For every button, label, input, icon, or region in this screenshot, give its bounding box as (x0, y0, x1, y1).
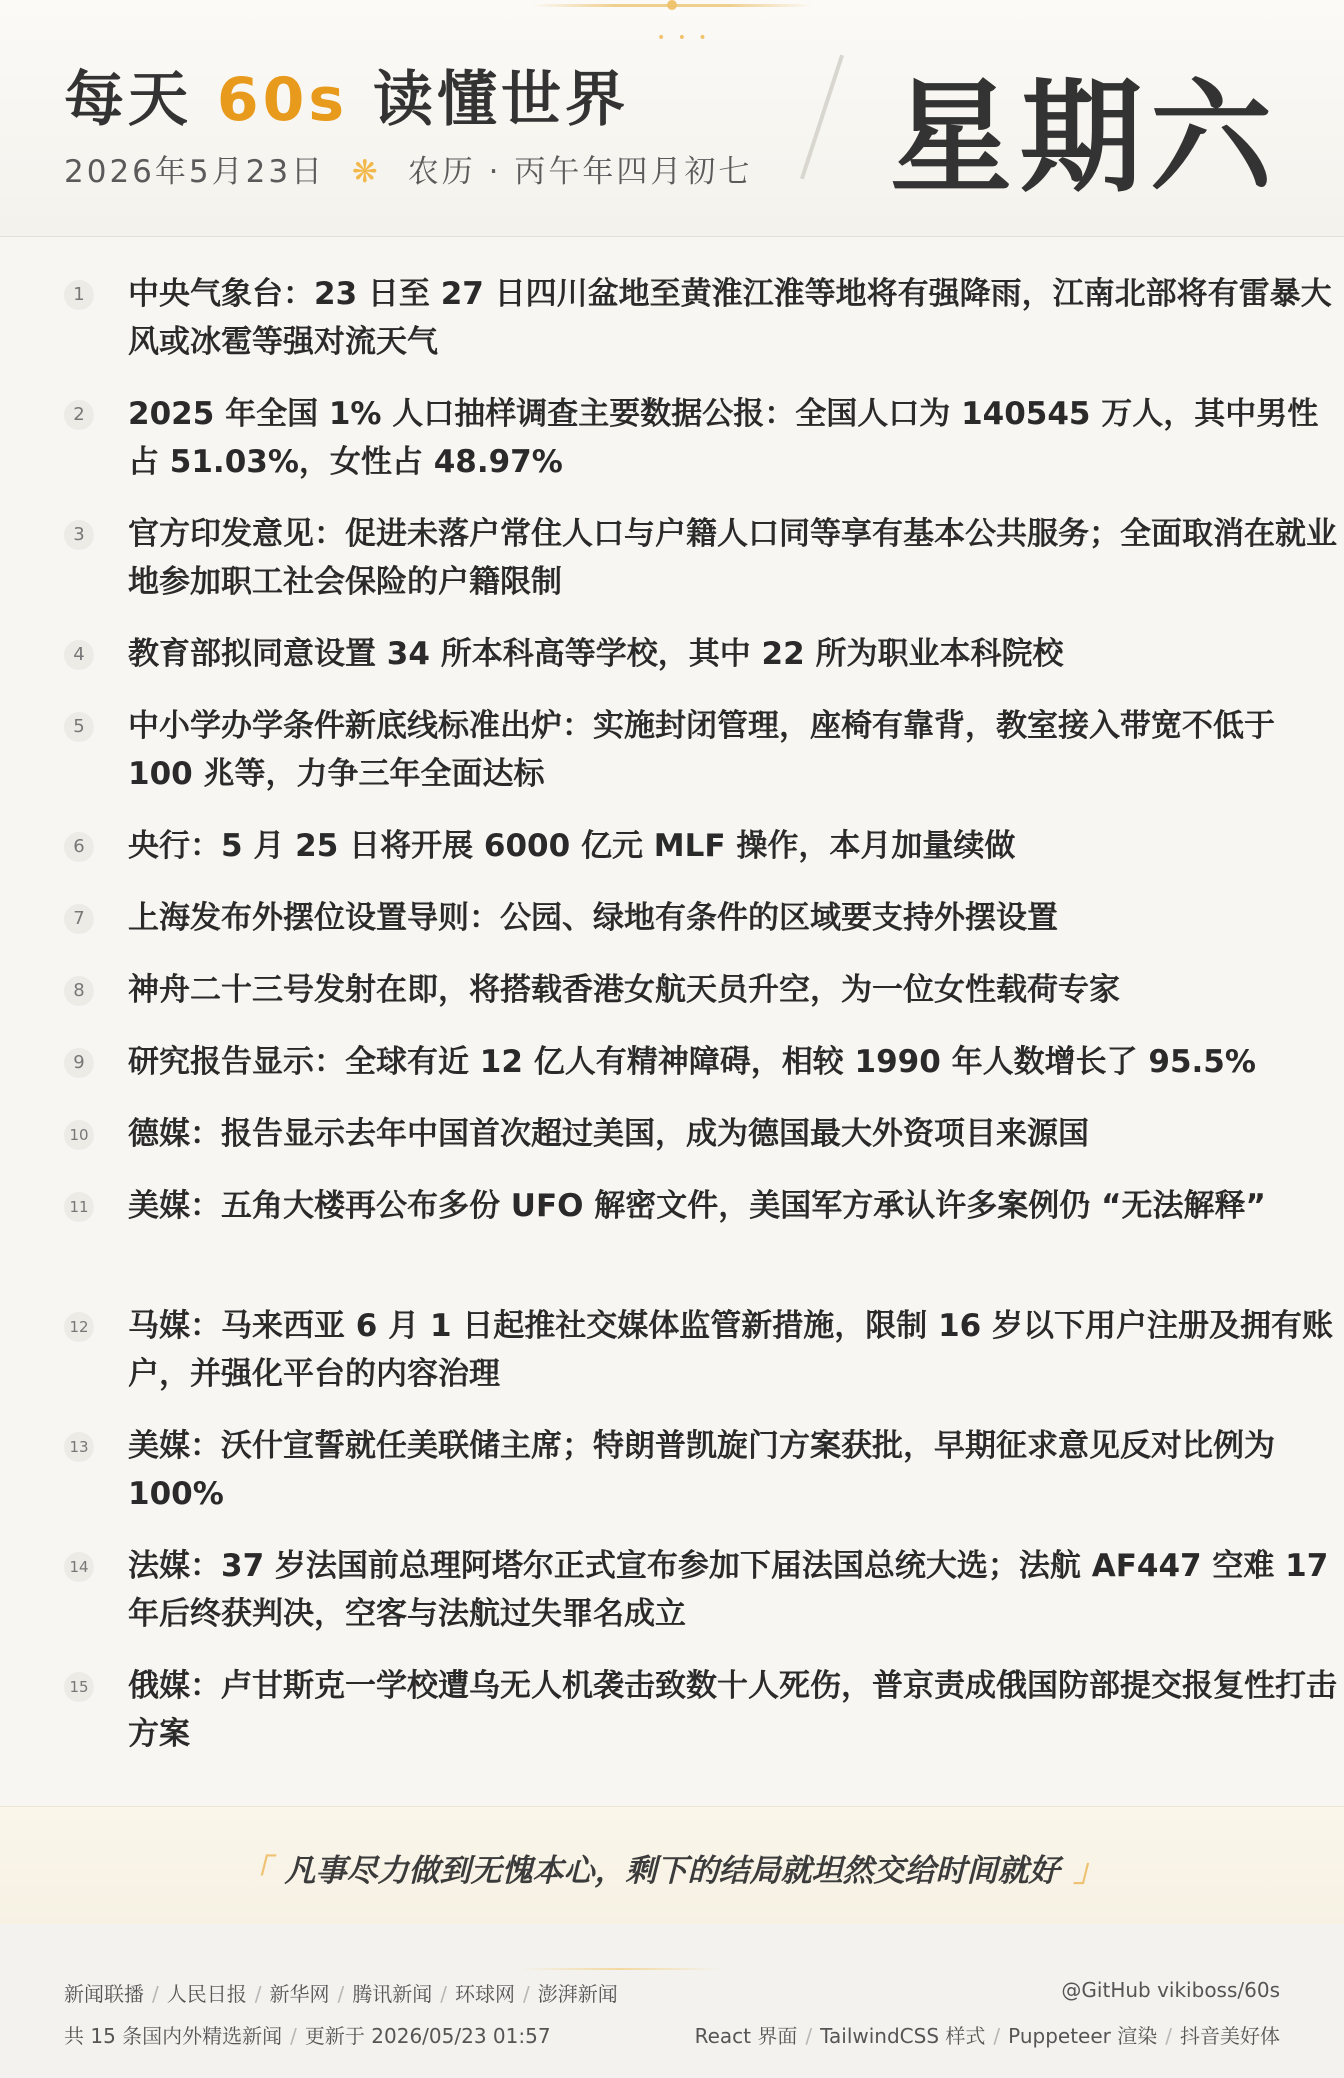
news-text: 马媒：马来西亚 6 月 1 日起推社交媒体监管新措施，限制 16 岁以下用户注册及拥有账户，并强化平台的内容治理 (128, 1308, 1334, 1392)
source-link[interactable]: 新华网 (269, 1982, 330, 2006)
source-link[interactable]: 环球网 (455, 1982, 515, 2006)
news-sources: 新闻联播 / 人民日报 / 新华网 / 腾讯新闻 / 环球网 / 澎湃新闻 (64, 1982, 618, 2006)
news-number-badge: 8 (64, 976, 94, 1006)
github-link[interactable]: @GitHub vikiboss/60s (1061, 1978, 1280, 2002)
quote-text: 凡事尽力做到无愧本心，剩下的结局就坦然交给时间就好 (284, 1853, 1060, 1889)
news-text: 中央气象台：23 日至 27 日四川盆地至黄淮江淮等地将有强降雨，江南北部将有雷暴大风或冰雹等强对流天气 (128, 276, 1332, 360)
news-number-badge: 3 (64, 520, 94, 550)
news-number-badge: 12 (64, 1312, 94, 1342)
news-number-badge: 10 (64, 1120, 94, 1150)
divider-slash (800, 55, 844, 180)
date-text: 2026年5月23日 (64, 154, 326, 190)
weekday: 星期六 (890, 67, 1280, 209)
source-link[interactable]: 澎湃新闻 (537, 1982, 618, 2006)
news-text: 2025 年全国 1% 人口抽样调查主要数据公报：全国人口为 140545 万人，其中男性占 51.03%，女性占 48.97% (128, 396, 1319, 480)
news-number-badge: 9 (64, 1048, 94, 1078)
news-number-badge: 15 (64, 1672, 94, 1702)
quote-band (0, 1806, 1344, 1926)
title-suffix: 读懂世界 (373, 65, 629, 135)
news-number-badge: 4 (64, 640, 94, 670)
tech-item: TailwindCSS 样式 (820, 2024, 986, 2048)
source-link[interactable]: 人民日报 (166, 1982, 247, 2006)
source-link[interactable]: 腾讯新闻 (352, 1982, 433, 2006)
news-number-badge: 5 (64, 712, 94, 742)
news-text: 上海发布外摆位设置导则：公园、绿地有条件的区域要支持外摆设置 (128, 900, 1058, 936)
flower-icon: ❋ (351, 154, 381, 190)
news-text: 法媒：37 岁法国前总理阿塔尔正式宣布参加下届法国总统大选；法航 AF447 空难 17 年后终获判决，空客与法航过失罪名成立 (128, 1548, 1329, 1632)
source-link[interactable]: 新闻联播 (64, 1982, 144, 2006)
footer-accent-line (520, 1968, 720, 1970)
news-text: 神舟二十三号发射在即，将搭载香港女航天员升空，为一位女性载荷专家 (128, 972, 1120, 1008)
date-row (64, 146, 752, 191)
tech-credits: React 界面 / TailwindCSS 样式 / Puppeteer 渲染 / 抖音美好体 (694, 2024, 1280, 2048)
news-text: 央行：5 月 25 日将开展 6000 亿元 MLF 操作，本月加量续做 (128, 828, 1016, 864)
news-text: 官方印发意见：促进未落户常住人口与户籍人口同等享有基本公共服务；全面取消在就业地参加职工社会保险的户籍限制 (128, 516, 1337, 600)
quote-close-mark: 」 (1073, 1853, 1105, 1889)
tech-item: 抖音美好体 (1180, 2024, 1280, 2048)
news-text: 教育部拟同意设置 34 所本科高等学校，其中 22 所为职业本科院校 (128, 636, 1064, 672)
news-text: 俄媒：卢甘斯克一学校遭乌无人机袭击致数十人死伤，普京责成俄国防部提交报复性打击方案 (128, 1668, 1337, 1752)
header (0, 0, 1344, 237)
footer-stats: 共 15 条国内外精选新闻 / 更新于 2026/05/23 01:57 (64, 2024, 551, 2048)
news-number-badge: 7 (64, 904, 94, 934)
lunar-date: 农历 · 丙午年四月初七 (407, 154, 753, 190)
title-prefix: 每天 (64, 65, 192, 135)
news-number-badge: 1 (64, 280, 94, 310)
news-number-badge: 11 (64, 1192, 94, 1222)
news-text: 中小学办学条件新底线标准出炉：实施封闭管理，座椅有靠背，教室接入带宽不低于 100 兆等，力争三年全面达标 (128, 708, 1275, 792)
update-time: 更新于 2026/05/23 01:57 (304, 2024, 551, 2048)
tech-item: Puppeteer 渲染 (1008, 2024, 1158, 2048)
footer (0, 1924, 1344, 2078)
top-dots: • • • (657, 30, 711, 46)
news-number-badge: 14 (64, 1552, 94, 1582)
news-text: 研究报告显示：全球有近 12 亿人有精神障碍，相较 1990 年人数增长了 95.5% (128, 1044, 1256, 1080)
news-number-badge: 13 (64, 1432, 94, 1462)
news-text: 德媒：报告显示去年中国首次超过美国，成为德国最大外资项目来源国 (128, 1116, 1089, 1152)
quote-open-mark: 「 (239, 1853, 271, 1889)
news-text: 美媒：沃什宣誓就任美联储主席；特朗普凯旋门方案获批，早期征求意见反对比例为 100% (128, 1428, 1275, 1512)
news-number-badge: 2 (64, 400, 94, 430)
page-title (64, 52, 629, 138)
tech-item: React 界面 (694, 2024, 798, 2048)
top-accent-dot (667, 0, 677, 10)
news-text: 美媒：五角大楼再公布多份 UFO 解密文件，美国军方承认许多案例仍 “无法解释” (128, 1188, 1266, 1224)
news-number-badge: 6 (64, 832, 94, 862)
daily-quote (0, 1845, 1344, 1890)
news-count: 共 15 条国内外精选新闻 (64, 2024, 283, 2048)
title-accent: 60s (216, 65, 349, 135)
